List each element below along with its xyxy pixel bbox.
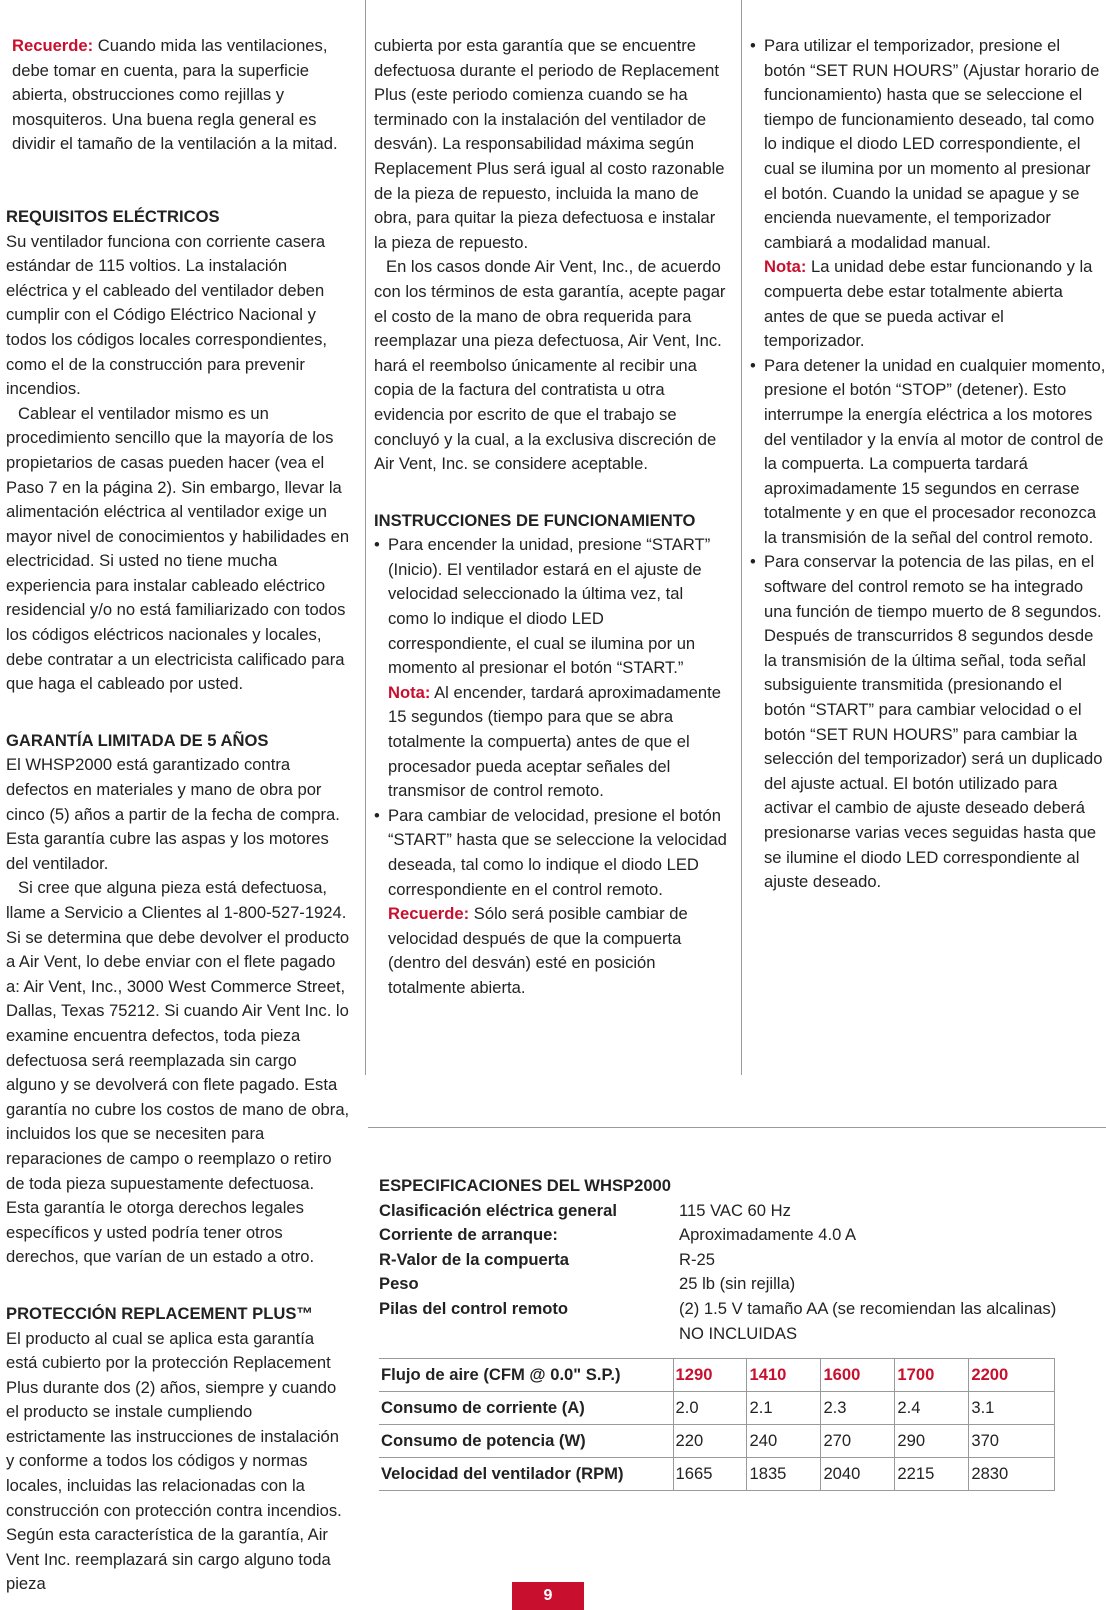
column-1 — [6, 34, 350, 1597]
specs-divider — [368, 1127, 1106, 1128]
column-divider-1 — [365, 0, 366, 1075]
spec-row: NO INCLUIDAS — [679, 1323, 798, 1343]
table-row: Flujo de aire (CFM @ 0.0" S.P.) 1290 1410 1600 1700 2200 — [379, 1359, 1055, 1392]
list-item: • Para cambiar de velocidad, presione el botón “START” hasta que se seleccione la velocidad deseada, tal como lo indique el diodo LED correspondiente en el control remoto. Recuerde: Sólo será posible cambiar de velocidad después de que la compuerta (dentro del desván) esté en posición totalmente abierta. — [374, 804, 728, 1001]
spec-row: R-Valor de la compuerta R-25 — [379, 1249, 715, 1269]
specifications — [379, 1174, 1059, 1346]
list-item: • Para encender la unidad, presione “START” (Inicio). El ventilador estará en el ajuste de velocidad seleccionado la última vez, tal como lo indique el diodo LED correspondiente, el cual se ilumina por un momento al presionar el botón “START.” Nota: Al encender, tardará aproximadamente 15 segundos (tiempo para que se abra totalmente la compuerta) antes de que el procesador pueda aceptar señales del transmisor de control remoto. — [374, 533, 728, 804]
spec-row: Peso 25 lb (sin rejilla) — [379, 1274, 796, 1294]
paragraph: cubierta por esta garantía que se encuentre defectuosa durante el periodo de Replacement Plus (este periodo comienza cuando se ha terminado con la instalación del ventilador de desván). La responsabilidad máxima según Replacement Plus será igual al costo razonable de la pieza de repuesto, incluida la mano de obra, para quitar la pieza defectuosa e instalar la pieza de repuesto. — [374, 36, 725, 252]
paragraph: El producto al cual se aplica esta garantía está cubierto por la protección Replacement Plus durante dos (2) años, siempre y cuando el producto se instale cumpliendo estrictamente las instrucciones de instalación y conforme a todos los códigos y normas locales, incluidas las relacionadas con la construcción con protección contra incendios. Según esta característica de la garantía, Air Vent Inc. reemplazará sin cargo alguno toda pieza — [6, 1328, 342, 1594]
table-row: Consumo de corriente (A) 2.0 2.1 2.3 2.4 3.1 — [379, 1392, 1055, 1425]
section-heading-electricos: REQUISITOS ELÉCTRICOS — [6, 206, 220, 226]
section-heading-proteccion: PROTECCIÓN REPLACEMENT PLUS™ — [6, 1303, 314, 1323]
paragraph: En los casos donde Air Vent, Inc., de acuerdo con los términos de esta garantía, acepte pagar el costo de la mano de obra requerida para reemplazar una pieza defectuosa, Air Vent, Inc. hará el reembolso únicamente al recibir una copia de la factura del contratista u otra evidencia por escrito de que el trabajo se concluyó y la cual, a la exclusiva discreción de Air Vent, Inc. se considere aceptable. — [374, 257, 726, 474]
column-divider-2 — [741, 0, 742, 1075]
spec-row: Pilas del control remoto (2) 1.5 V tamaño AA (se recomiendan las alcalinas) — [379, 1298, 1057, 1318]
section-heading-garantia: GARANTÍA LIMITADA DE 5 AÑOS — [6, 730, 269, 750]
recuerde-note: Recuerde: Cuando mida las ventilaciones, debe tomar en cuenta, para la superficie abierta, obstrucciones como rejillas y mosquiteros. Una buena regla general es dividir el tamaño de la ventilación a la mitad. — [12, 36, 338, 154]
table-row: Consumo de potencia (W) 220 240 270 290 370 — [379, 1425, 1055, 1458]
paragraph: Si cree que alguna pieza está defectuosa, llame a Servicio a Clientes al 1-800-527-1924. Si se determina que debe devolver el producto a Air Vent, lo debe enviar con el flete pagado a: Air Vent, Inc., 3000 West Commerce Street, Dallas, Texas 75212. Si cuando Air Vent Inc. lo examine encuentra defectos, toda pieza defectuosa será reemplazada sin cargo alguno y se devolverá con flete pagado. Esta garantía no cubre los costos de mano de obra, incluidos los que se necesiten para reparaciones de campo o reemplazo o retiro de toda pieza supuestamente defectuosa. Esta garantía le otorga derechos legales específicos y usted podría tener otros derechos, que varían de un estado a otro. — [6, 878, 350, 1267]
specs-heading: ESPECIFICACIONES DEL WHSP2000 — [379, 1176, 672, 1195]
paragraph: El WHSP2000 está garantizado contra defectos en materiales y mano de obra por cinco (5) años a partir de la fecha de compra. Esta garantía cubre las aspas y los motores del ventilador. — [6, 755, 340, 873]
list-item: • Para conservar la potencia de las pilas, en el software del control remoto se ha integrado una función de tiempo muerto de 8 segundos. Después de transcurridos 8 segundos desde la transmisión de la última señal, toda señal subsiguiente transmitida (presionando el botón “START” para cambiar velocidad o el botón “SET RUN HOURS” para cambiar la selección del temporizador) será un duplicado del ajuste actual. El botón utilizado para activar el cambio de ajuste deseado deberá presionarse varias veces seguidas hasta que se ilumine el diodo LED correspondiente al ajuste deseado. — [750, 550, 1106, 894]
list-item: • Para detener la unidad en cualquier momento, presione el botón “STOP” (detener). Esto interrumpe la energía eléctrica a los motores del ventilador y la envía al motor de control de la compuerta. La compuerta tardará aproximadamente 15 segundos en cerrase totalmente y en que el procesador reconozca la transmisión de la señal del control remoto. — [750, 354, 1106, 551]
column-3 — [750, 34, 1106, 895]
spec-row: Clasificación eléctrica general 115 VAC 60 Hz — [379, 1200, 791, 1220]
spec-row: Corriente de arranque: Aproximadamente 4.0 A — [379, 1225, 857, 1245]
paragraph: Cablear el ventilador mismo es un procedimiento sencillo que la mayoría de los propietarios de casas pueden hacer (vea el Paso 7 en la página 2). Sin embargo, llevar la alimentación eléctrica al ventilador exige un mayor nivel de conocimientos y habilidades en electricidad. Si usted no tiene mucha experiencia para instalar cableado eléctrico residencial y/o no está familiarizado con todos los códigos eléctricos nacionales y locales, debe contratar a un electricista calificado para que haga el cableado por usted. — [6, 403, 350, 694]
instruction-list-continued — [750, 34, 1106, 895]
section-heading-instrucciones: INSTRUCCIONES DE FUNCIONAMIENTO — [374, 510, 696, 530]
list-item: • Para utilizar el temporizador, presione el botón “SET RUN HOURS” (Ajustar horario de funcionamiento) hasta que se seleccione el tiempo de funcionamiento deseado, tal como lo indique el diodo LED correspondiente, el cual se ilumina por un momento al presionar el botón. Cuando la unidad se apague y se encienda nuevamente, el temporizador cambiará a modalidad manual. Nota: La unidad debe estar funcionando y la compuerta debe estar totalmente abierta antes de que se pueda activar el temporizador. — [750, 34, 1106, 354]
performance-table — [379, 1358, 1055, 1491]
column-2 — [374, 34, 728, 1001]
table-row: Velocidad del ventilador (RPM) 1665 1835 2040 2215 2830 — [379, 1458, 1055, 1491]
page-number: 9 — [512, 1582, 584, 1610]
instruction-list — [374, 533, 728, 1000]
paragraph: Su ventilador funciona con corriente casera estándar de 115 voltios. La instalación eléctrica y el cableado del ventilador deben cumplir con el Código Eléctrico Nacional y todos los códigos locales correspondientes, como el de la construcción para prevenir incendios. — [6, 231, 328, 399]
